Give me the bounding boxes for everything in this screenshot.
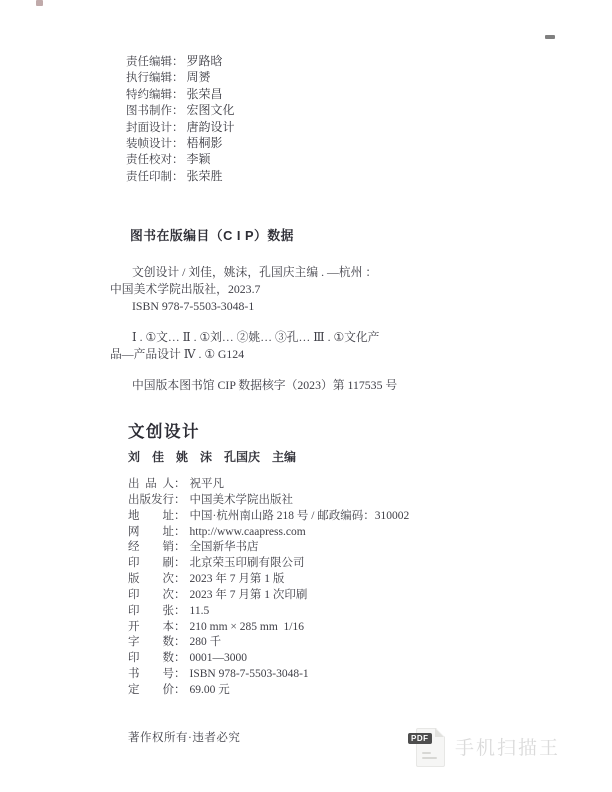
editor-label: 装帧设计	[126, 137, 172, 150]
publication-row	[128, 556, 409, 572]
colon: ：	[174, 668, 186, 681]
colon: ：	[174, 588, 186, 601]
editor-value: 张荣胜	[186, 168, 223, 183]
publication-label: 书号	[128, 668, 174, 681]
publication-value: 祝平凡	[189, 478, 224, 490]
publication-value: 69.00 元	[189, 683, 230, 696]
editor-value: 张荣昌	[186, 86, 223, 101]
document-text-lines	[422, 752, 437, 759]
publication-label: 印张	[128, 604, 174, 617]
colon: ：	[174, 683, 186, 696]
publication-label: 定价	[128, 683, 174, 696]
colon: ：	[174, 636, 186, 649]
publication-label: 网址	[128, 525, 174, 538]
colon: ：	[172, 170, 184, 183]
publication-label: 版次	[128, 573, 174, 586]
editor-label: 执行编辑	[126, 72, 172, 85]
colon: ：	[172, 56, 184, 68]
pdf-badge: PDF	[408, 733, 432, 744]
publication-row	[128, 604, 409, 620]
publication-label: 印刷	[128, 557, 174, 570]
editor-label: 责任校对	[126, 154, 172, 167]
publication-row	[128, 477, 409, 493]
book-authors: 刘 佳 姚 沫 孔国庆 主编	[128, 450, 297, 464]
editor-row	[126, 86, 235, 102]
editor-value: 宏图文化	[186, 103, 235, 118]
cip-classification-line-2: 品—产品设计 Ⅳ . ① G124	[110, 346, 245, 361]
colon: ：	[174, 573, 186, 586]
pdf-file-icon	[412, 727, 444, 766]
copyright-notice: 著作权所有·违者必究	[128, 732, 241, 744]
publication-row	[128, 635, 409, 651]
publication-value: 0001—3000	[189, 652, 247, 665]
colon: ：	[174, 478, 186, 490]
editor-value: 梧桐影	[186, 135, 223, 150]
colon: ：	[172, 154, 184, 167]
publication-value: 中国·杭州南山路 218 号 / 邮政编码：310002	[189, 509, 410, 522]
watermark	[412, 727, 560, 766]
publication-value: 280 千	[189, 636, 222, 649]
colon: ：	[174, 604, 186, 617]
colon: ：	[174, 620, 186, 633]
editor-value: 罗路晗	[186, 54, 223, 68]
publication-label: 印次	[128, 588, 174, 601]
colon: ：	[172, 137, 184, 150]
colon: ：	[174, 557, 186, 570]
cip-classification-line-1: Ⅰ . ①文… Ⅱ . ①刘… ②姚… ③孔… Ⅲ . ①文化产	[132, 329, 380, 344]
publication-row	[128, 588, 409, 604]
editor-label: 责任编辑	[126, 56, 172, 68]
publication-label: 印数	[128, 652, 174, 665]
editor-row	[126, 168, 235, 184]
publication-row	[128, 667, 409, 683]
publication-label: 开本	[128, 620, 174, 633]
cip-block	[110, 229, 460, 394]
publication-row	[128, 493, 409, 509]
publication-row	[128, 683, 409, 699]
publication-row	[128, 620, 409, 636]
colon: ：	[174, 525, 186, 538]
editor-row	[126, 69, 235, 85]
editor-row	[126, 151, 235, 167]
publication-value: 北京荣玉印刷有限公司	[189, 557, 305, 570]
editor-label: 特约编辑	[126, 88, 172, 101]
editor-row	[126, 119, 235, 135]
publication-row	[128, 525, 409, 541]
book-title: 文创设计	[128, 422, 200, 441]
publication-value: 2023 年 7 月第 1 次印刷	[189, 588, 308, 601]
editor-row	[126, 135, 235, 151]
publication-label: 经销	[128, 541, 174, 554]
publication-row	[128, 509, 409, 525]
editor-value: 唐韵设计	[186, 119, 235, 134]
publication-row	[128, 651, 409, 667]
publication-label: 出版发行	[128, 493, 174, 506]
colon: ：	[174, 541, 186, 554]
colon: ：	[172, 88, 184, 101]
book-title-block	[128, 422, 296, 465]
publication-label: 出品人	[128, 478, 174, 490]
publication-row	[128, 540, 409, 556]
editor-row	[126, 53, 235, 69]
colon: ：	[174, 652, 186, 665]
colon: ：	[172, 105, 184, 118]
publication-block	[128, 477, 409, 699]
editor-label: 图书制作	[126, 105, 172, 118]
publication-value: ISBN 978-7-5503-3048-1	[189, 668, 309, 681]
publication-value: 210 mm × 285 mm 1/16	[189, 620, 304, 633]
publication-row	[128, 572, 409, 588]
publication-value: http://www.caapress.com	[189, 525, 306, 538]
editor-row	[126, 102, 235, 118]
publication-value: 11.5	[189, 604, 210, 617]
cip-title-line: 文创设计 / 刘佳，姚沫，孔国庆主编 . —杭州 ：	[132, 265, 378, 279]
watermark-text: 手机扫描王	[455, 738, 561, 759]
publication-label: 地址	[128, 509, 174, 522]
scan-artifact-top-left	[36, 0, 43, 6]
publication-value: 全国新华书店	[189, 541, 259, 554]
publication-value: 2023 年 7 月第 1 版	[189, 573, 285, 586]
editor-value: 李颖	[186, 152, 211, 167]
editor-label: 封面设计	[126, 121, 172, 134]
cip-isbn-line: ISBN 978-7-5503-3048-1	[132, 299, 255, 314]
colon: ：	[174, 493, 186, 506]
scan-artifact-top-right	[545, 35, 555, 39]
editors-block	[126, 53, 235, 184]
colon: ：	[174, 509, 186, 522]
cip-record-number: 中国版本图书馆 CIP 数据核字（2023）第 117535 号	[132, 378, 398, 393]
publication-value: 中国美术学院出版社	[189, 493, 293, 506]
colon: ：	[172, 121, 184, 134]
publication-label: 字数	[128, 636, 174, 649]
editor-value: 周赟	[186, 70, 211, 85]
colon: ：	[172, 72, 184, 85]
cip-publisher-line: 中国美术学院出版社，2023.7	[110, 282, 261, 297]
editor-label: 责任印制	[126, 170, 172, 183]
cip-heading: 图书在版编目（C I P）数据	[130, 228, 294, 243]
folded-corner	[435, 728, 444, 737]
